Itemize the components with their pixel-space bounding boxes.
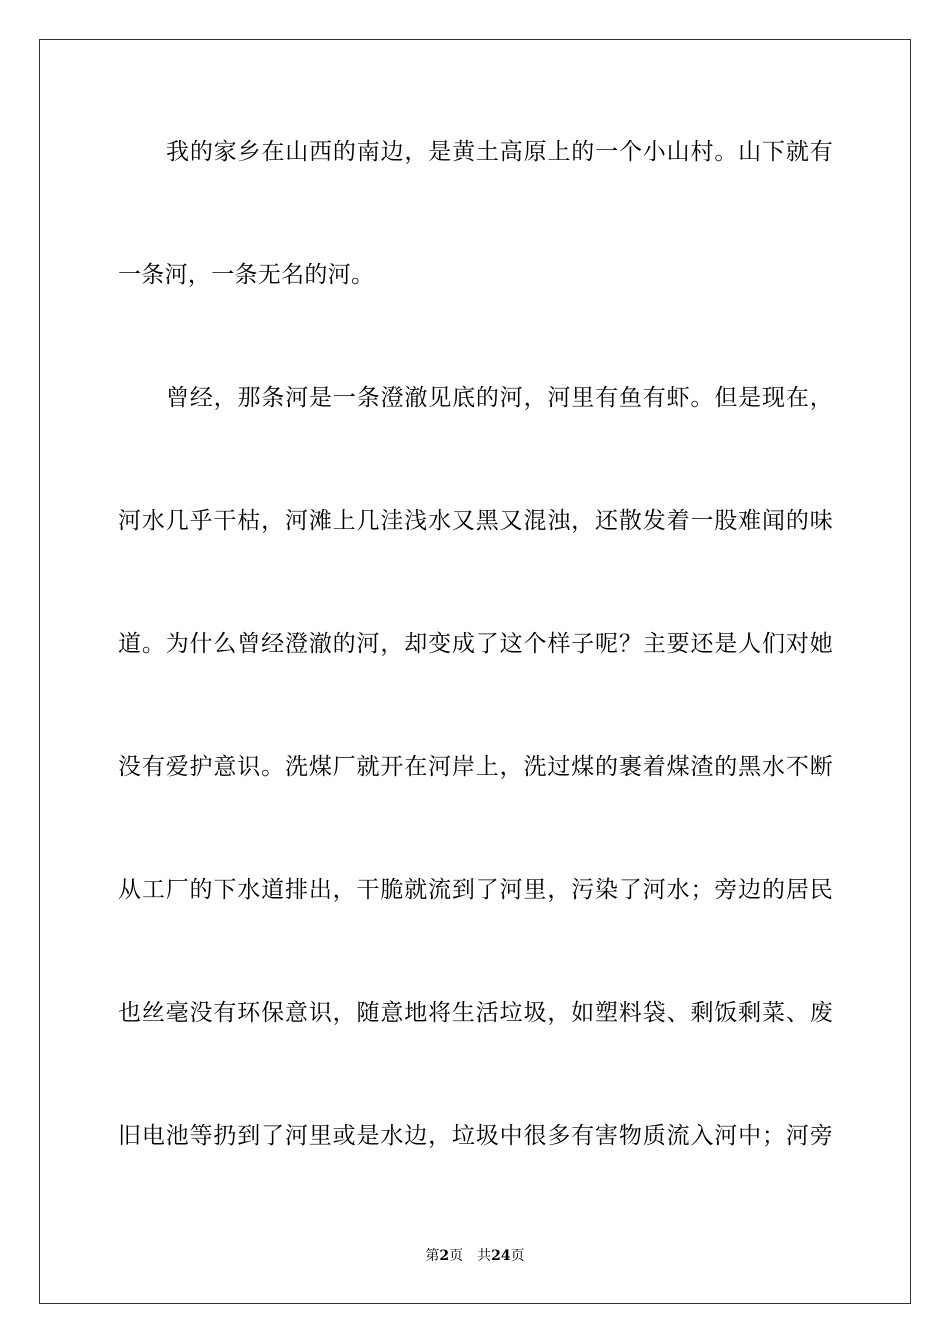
body-text-line: 旧电池等扔到了河里或是水边，垃圾中很多有害物质流入河中；河旁	[118, 1123, 833, 1149]
body-text-line: 河水几乎干枯，河滩上几洼浅水又黑又混浊，还散发着一股难闻的味	[118, 508, 833, 534]
body-text-line: 从工厂的下水道排出，干脆就流到了河里，污染了河水；旁边的居民	[118, 877, 833, 903]
footer-page-prefix: 第	[425, 1248, 440, 1264]
body-text-line: 也丝毫没有环保意识，随意地将生活垃圾，如塑料袋、剩饭剩菜、废	[118, 1000, 833, 1026]
body-text-line: 一条河，一条无名的河。	[118, 262, 375, 288]
footer-total-pages: 24	[491, 1248, 511, 1264]
footer-total-prefix: 共	[477, 1248, 492, 1264]
footer-page-number: 2	[439, 1248, 450, 1264]
body-text-line: 道。为什么曾经澄澈的河，却变成了这个样子呢？主要还是人们对她	[118, 631, 833, 657]
body-text-line: 曾经，那条河是一条澄澈见底的河，河里有鱼有虾。但是现在，	[166, 385, 833, 411]
footer-page-suffix: 页	[449, 1248, 464, 1264]
body-text-line: 没有爱护意识。洗煤厂就开在河岸上，洗过煤的裹着煤渣的黑水不断	[118, 754, 833, 780]
page-frame	[39, 39, 911, 1304]
footer-total-suffix: 页	[510, 1248, 525, 1264]
page-footer	[0, 1247, 950, 1265]
body-text-line: 我的家乡在山西的南边，是黄土高原上的一个小山村。山下就有	[166, 139, 833, 165]
